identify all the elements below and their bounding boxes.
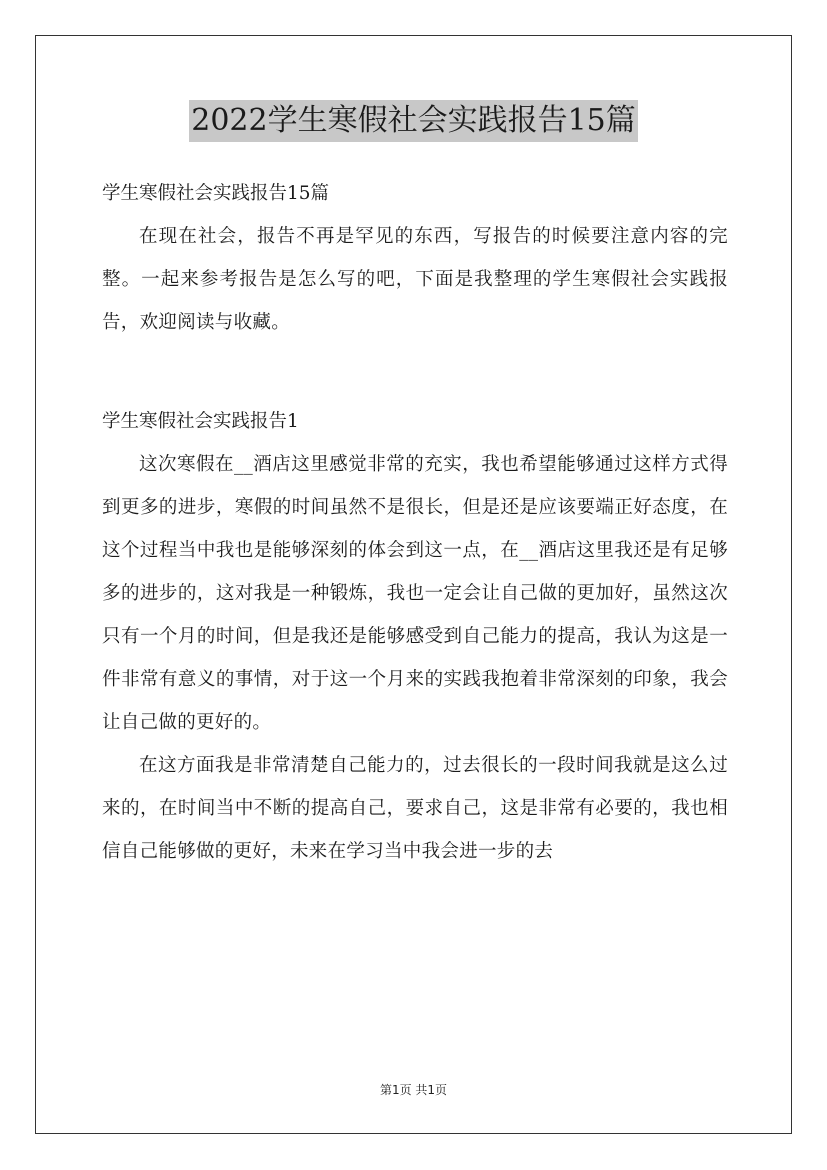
document-title: 2022学生寒假社会实践报告15篇 — [189, 100, 638, 142]
document-subtitle: 学生寒假社会实践报告15篇 — [102, 183, 330, 204]
section-1-paragraph-1: 这次寒假在__酒店这里感觉非常的充实，我也希望能够通过这样方式得到更多的进步，寒假的时间虽然不是很长，但是还是应该要端正好态度，在这个过程当中我也是能够深刻的体会到这一点，在__酒店这里我还是有足够多的进步的，这对我是一种锻炼，我也一定会让自己做的更加好，虽然这次只有一个月的时间，但是我还是能够感受到自己能力的提高，我认为这是一件非常有意义的事情，对于这一个月来的实践我抱着非常深刻的印象，我会让自己做的更好的。 — [102, 454, 728, 733]
intro-paragraph: 在现在社会，报告不再是罕见的东西，写报告的时候要注意内容的完整。一起来参考报告是怎么写的吧，下面是我整理的学生寒假社会实践报告，欢迎阅读与收藏。 — [102, 226, 728, 333]
spacer — [102, 344, 728, 400]
section-1-heading: 学生寒假社会实践报告1 — [102, 411, 299, 432]
document-body — [102, 172, 728, 873]
page-footer: 第1页 共1页 — [379, 1083, 448, 1097]
section-1-paragraph-2: 在这方面我是非常清楚自己能力的，过去很长的一段时间我就是这么过来的，在时间当中不断的提高自己，要求自己，这是非常有必要的，我也相信自己能够做的更好，未来在学习当中我会进一步的去 — [102, 755, 728, 862]
title-container — [0, 100, 827, 142]
